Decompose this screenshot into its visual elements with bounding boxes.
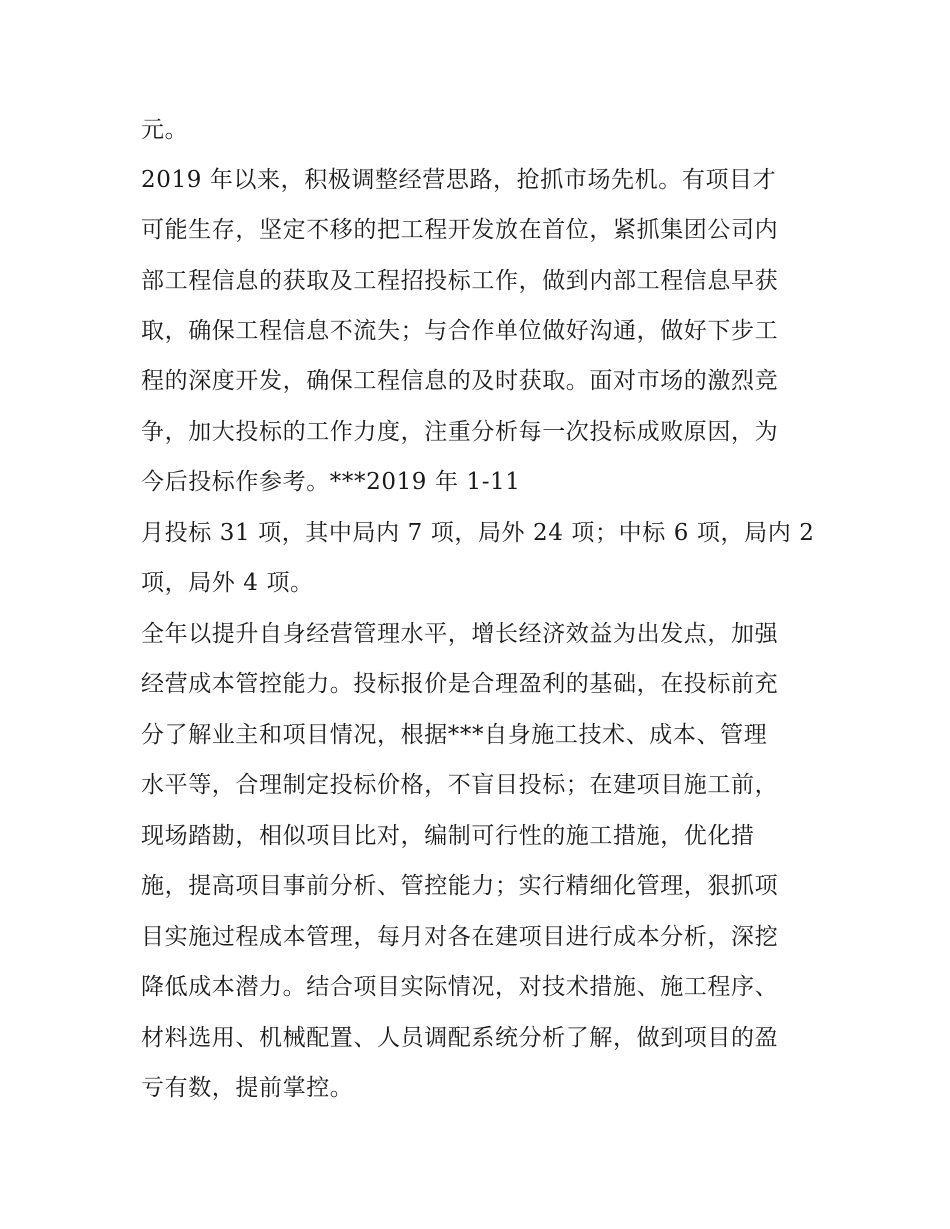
text-line-5: 取，确保工程信息不流失；与合作单位做好沟通，做好下步工	[141, 318, 779, 344]
text-line-20: 亏有数，提前掌控。	[141, 1075, 354, 1101]
text-line-15: 现场踏勘，相似项目比对，编制可行性的施工措施，优化措	[141, 823, 755, 849]
text-line-7: 争，加大投标的工作力度，注重分析每一次投标成败原因，为	[141, 419, 779, 445]
text-line-10: 项，局外 4 项。	[141, 570, 314, 596]
text-line-4: 部工程信息的获取及工程招投标工作，做到内部工程信息早获	[141, 268, 779, 294]
text-line-8: 今后投标作参考。***2019 年 1-11	[141, 469, 521, 495]
text-line-11: 全年以提升自身经营管理水平，增长经济效益为出发点，加强	[141, 621, 779, 647]
text-line-13: 分了解业主和项目情况，根据***自身施工技术、成本、管理	[141, 722, 768, 748]
text-line-16: 施，提高项目事前分析、管控能力；实行精细化管理，狠抓项	[141, 873, 779, 899]
text-line-19: 材料选用、机械配置、人员调配系统分析了解，做到项目的盈	[141, 1025, 779, 1051]
text-line-18: 降低成本潜力。结合项目实际情况，对技术措施、施工程序、	[141, 974, 779, 1000]
text-line-12: 经营成本管控能力。投标报价是合理盈利的基础，在投标前充	[141, 671, 779, 697]
text-line-17: 目实施过程成本管理，每月对各在建项目进行成本分析，深挖	[141, 924, 779, 950]
text-line-6: 程的深度开发，确保工程信息的及时获取。面对市场的激烈竞	[141, 368, 779, 394]
text-line-14: 水平等，合理制定投标价格，不盲目投标；在建项目施工前，	[141, 772, 779, 798]
text-line-3: 可能生存，坚定不移的把工程开发放在首位，紧抓集团公司内	[141, 217, 779, 243]
text-line-9: 月投标 31 项，其中局内 7 项，局外 24 项；中标 6 项，局内 2	[141, 520, 815, 546]
text-line-1: 元。	[141, 117, 189, 143]
text-line-2: 2019 年以来，积极调整经营思路，抢抓市场先机。有项目才	[141, 167, 777, 193]
